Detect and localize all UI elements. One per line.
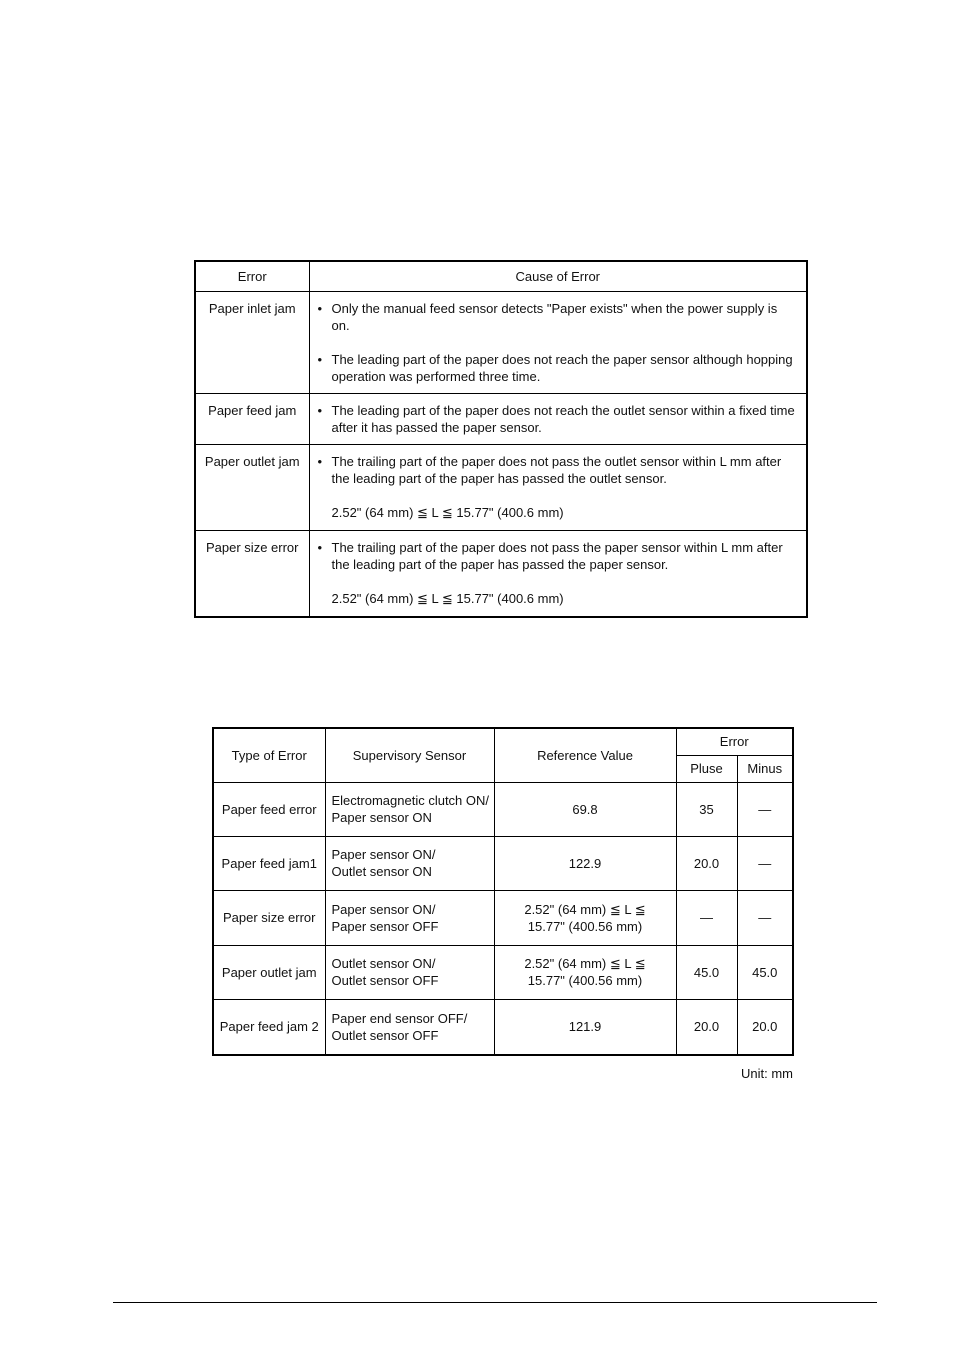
- cause-cell: [309, 292, 807, 394]
- sensor-cell: Paper sensor ON/ Outlet sensor ON: [325, 836, 494, 890]
- error-type: Paper feed jam1: [213, 836, 325, 890]
- minus-cell: 45.0: [737, 945, 793, 999]
- unit-label: Unit: mm: [741, 1066, 793, 1081]
- reference-cell: 122.9: [494, 836, 676, 890]
- cause-note: 2.52" (64 mm) ≦ L ≦ 15.77" (400.6 mm): [331, 591, 564, 606]
- plus-cell: 35: [676, 782, 737, 836]
- plus-cell: 20.0: [676, 836, 737, 890]
- sensor-cell: Paper end sensor OFF/ Outlet sensor OFF: [325, 999, 494, 1055]
- sensor-reference-table: [212, 727, 794, 1056]
- cause-note: 2.52" (64 mm) ≦ L ≦ 15.77" (400.6 mm): [331, 505, 564, 520]
- header-reference: Reference Value: [494, 728, 676, 782]
- table-row: [213, 836, 793, 890]
- table-header-row: [195, 261, 807, 292]
- sensor-cell: Outlet sensor ON/ Outlet sensor OFF: [325, 945, 494, 999]
- header-error: Error: [195, 261, 309, 292]
- error-type: Paper outlet jam: [213, 945, 325, 999]
- cause-bullet: • Only the manual feed sensor detects "Paper exists" when the power supply is on.: [317, 301, 778, 333]
- error-name: Paper size error: [195, 531, 309, 617]
- cause-cell: [309, 445, 807, 531]
- plus-cell: —: [676, 890, 737, 945]
- table-row: [195, 394, 807, 445]
- cause-bullet: • The trailing part of the paper does not pass the outlet sensor within L mm after the leading part of the paper has passed the outlet sensor.: [317, 454, 782, 486]
- plus-cell: 45.0: [676, 945, 737, 999]
- table-row: [213, 782, 793, 836]
- minus-cell: 20.0: [737, 999, 793, 1055]
- header-type: Type of Error: [213, 728, 325, 782]
- sensor-cell: Paper sensor ON/ Paper sensor OFF: [325, 890, 494, 945]
- table-row: [195, 292, 807, 394]
- error-type: Paper size error: [213, 890, 325, 945]
- error-type: Paper feed error: [213, 782, 325, 836]
- minus-cell: —: [737, 890, 793, 945]
- sensor-cell: Electromagnetic clutch ON/ Paper sensor ON: [325, 782, 494, 836]
- reference-cell: 2.52" (64 mm) ≦ L ≦ 15.77" (400.56 mm): [494, 890, 676, 945]
- table-row: [195, 445, 807, 531]
- cause-bullet: • The leading part of the paper does not reach the paper sensor although hopping operation was performed three time.: [317, 352, 793, 384]
- table-row: [213, 945, 793, 999]
- table-row: [213, 890, 793, 945]
- minus-cell: —: [737, 782, 793, 836]
- footer-divider: [113, 1302, 877, 1303]
- cause-cell: [309, 531, 807, 617]
- minus-cell: —: [737, 836, 793, 890]
- table-row: [195, 531, 807, 617]
- cause-bullet: • The leading part of the paper does not reach the outlet sensor within a fixed time after it has passed the paper sensor.: [317, 403, 795, 435]
- table-row: [213, 999, 793, 1055]
- error-name: Paper inlet jam: [195, 292, 309, 394]
- reference-cell: 121.9: [494, 999, 676, 1055]
- error-cause-table: [194, 260, 808, 618]
- error-type: Paper feed jam 2: [213, 999, 325, 1055]
- header-minus: Minus: [737, 755, 793, 782]
- header-sensor: Supervisory Sensor: [325, 728, 494, 782]
- error-name: Paper outlet jam: [195, 445, 309, 531]
- table-header-row: [213, 728, 793, 755]
- reference-cell: 69.8: [494, 782, 676, 836]
- cause-cell: [309, 394, 807, 445]
- plus-cell: 20.0: [676, 999, 737, 1055]
- header-cause: Cause of Error: [309, 261, 807, 292]
- header-error: Error: [676, 728, 793, 755]
- cause-bullet: • The trailing part of the paper does not pass the paper sensor within L mm after the leading part of the paper has passed the paper sensor.: [317, 540, 783, 572]
- error-name: Paper feed jam: [195, 394, 309, 445]
- header-plus: Pluse: [676, 755, 737, 782]
- reference-cell: 2.52" (64 mm) ≦ L ≦ 15.77" (400.56 mm): [494, 945, 676, 999]
